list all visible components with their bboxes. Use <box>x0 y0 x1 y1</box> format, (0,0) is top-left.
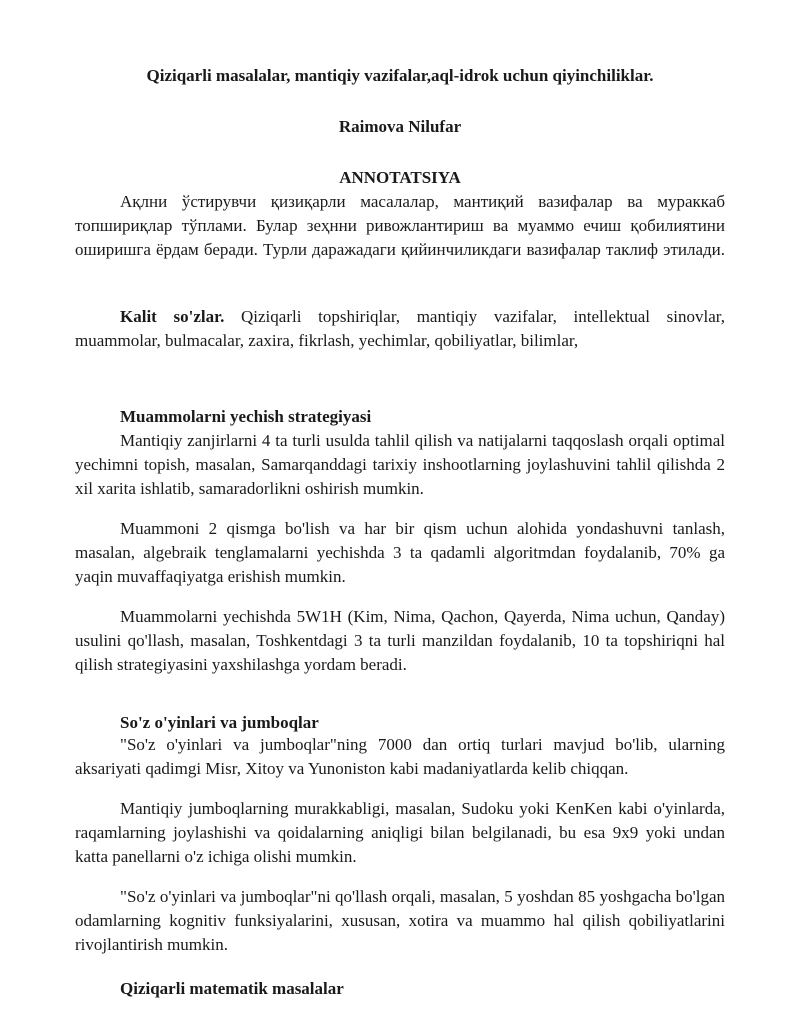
section-paragraph: Muammolarni yechishda 5W1H (Kim, Nima, Qachon, Qayerda, Nima uchun, Qanday) usulini qo'llash, masalan, Toshkentdagi 3 ta turli manzildan foydalanib, 10 ta topshiriqni hal qilish strategiyasini yaxshilashga yordam beradi. <box>75 607 725 674</box>
section-paragraph: Mantiqiy zanjirlarni 4 ta turli usulda tahlil qilish va natijalarni taqqoslash orqali optimal yechimni topish, masalan, Samarqanddagi tarixiy inshootlarning joylashuvini tahlil qilishda 2 xil xarita ishlatib, samaradorlikni oshirish mumkin. <box>75 431 725 498</box>
section-heading: Muammolarni yechish strategiyasi <box>120 407 372 426</box>
section-heading: So'z o'yinlari va jumboqlar <box>120 713 319 732</box>
section-heading: Qiziqarli matematik masalalar <box>120 979 344 998</box>
section-paragraph: Muammoni 2 qismga bo'lish va har bir qism uchun alohida yondashuvni tanlash, masalan, algebraik tenglamalarni yechishda 3 ta qadamli algoritmdan foydalanib, 70% ga yaqin muvaffaqiyatga erishish mumkin. <box>75 519 725 586</box>
document-author: Raimova Nilufar <box>338 117 462 136</box>
section-paragraph: "So'z o'yinlari va jumboqlar"ning 7000 dan ortiq turlari mavjud bo'lib, ularning aksariyati qadimgi Misr, Xitoy va Yunoniston kabi madaniyatlarda kelib chiqqan. <box>75 735 725 778</box>
annotation-paragraph: Ақлни ўстирувчи қизиқарли масалалар, мантиқий вазифалар ва мураккаб топшириқлар тўплами. Булар зеҳнни ривожлантириш ва муаммо ечиш қобилиятини оширишга ёрдам беради. Турли даражадаги қийинчиликдаги вазифалар таклиф этилади. <box>75 192 725 259</box>
section-paragraph: "So'z o'yinlari va jumboqlar"ni qo'llash orqali, masalan, 5 yoshdan 85 yoshgacha bo'lgan odamlarning kognitiv funksiyalarini, xususan, xotira va muammo hal qilish qobiliyatlarini rivojlantirish mumkin. <box>75 887 725 954</box>
keywords-paragraph <box>75 305 725 353</box>
keywords-label: Kalit so'zlar. <box>120 307 225 326</box>
keywords-text: Qiziqarli topshiriqlar, mantiqiy vazifalar, intellektual sinovlar, muammolar, bulmacalar, zaxira, fikrlash, yechimlar, qobiliyatlar, bilimlar, <box>75 307 725 350</box>
document-title: Qiziqarli masalalar, mantiqiy vazifalar,aql-idrok uchun qiyinchiliklar. <box>146 66 654 85</box>
section-paragraph: Mantiqiy jumboqlarning murakkabligi, masalan, Sudoku yoki KenKen kabi o'yinlarda, raqamlarning joylashishi va qoidalarning aniqligi bilan belgilanadi, bu esa 9x9 yoki undan katta panellarni o'z ichiga olishi mumkin. <box>75 799 725 866</box>
annotation-heading: ANNOTATSIYA <box>339 168 461 187</box>
